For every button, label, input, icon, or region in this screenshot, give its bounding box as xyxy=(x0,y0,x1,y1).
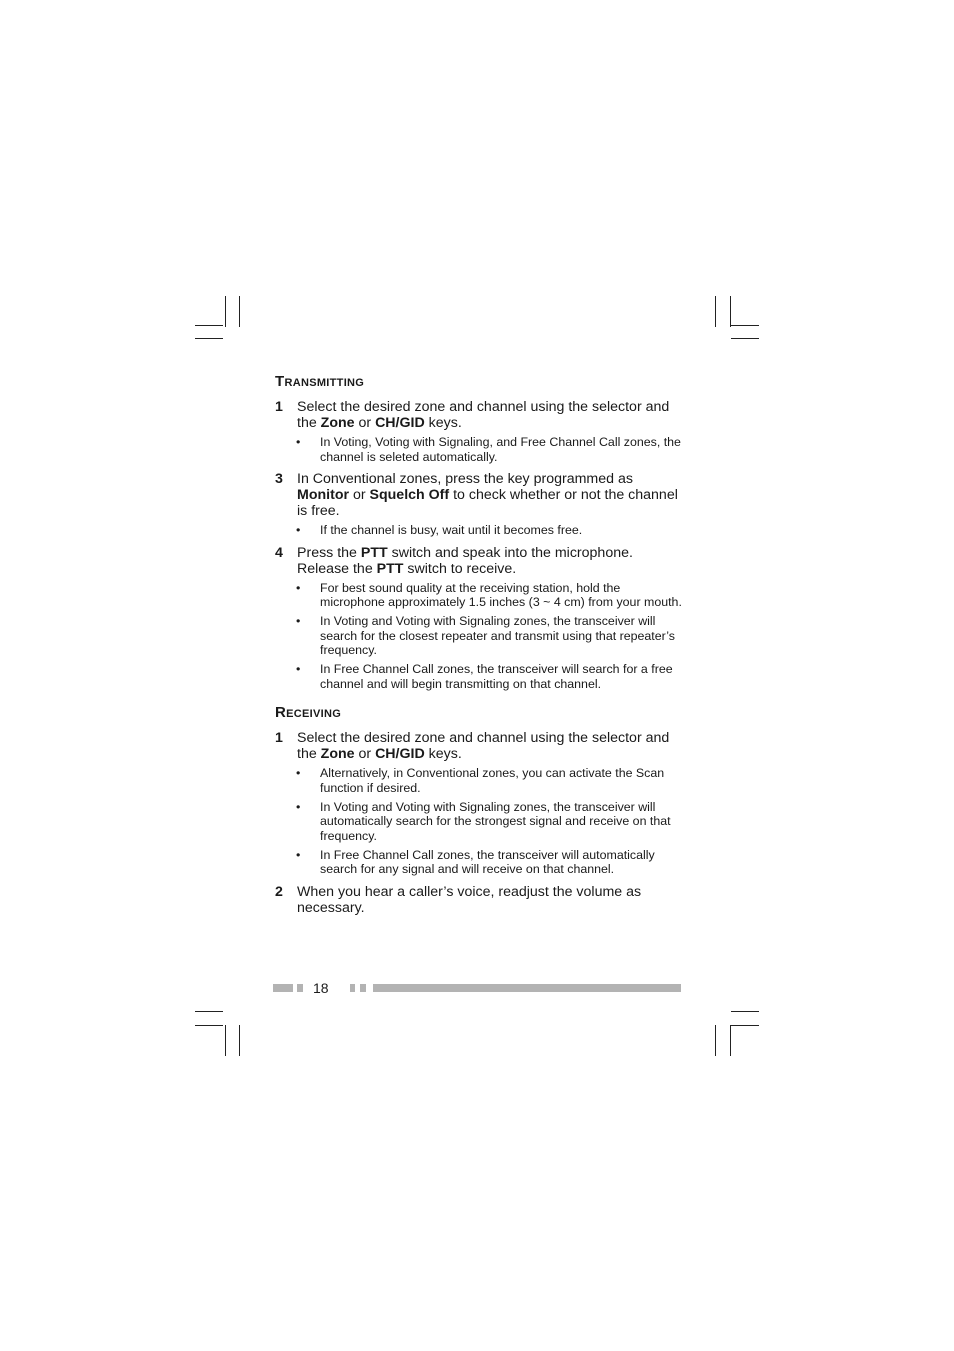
bullet-text: In Free Channel Call zones, the transceiver will search for a free channel and will begin transmitting on that channel. xyxy=(320,662,673,691)
step-text-run: to check whether or not the channel is free. xyxy=(297,487,678,519)
step-number: 1 xyxy=(275,730,283,746)
bullet-item xyxy=(275,800,685,844)
crop-mark xyxy=(195,325,223,326)
bullet-list xyxy=(275,766,685,877)
bullet-list xyxy=(275,523,685,538)
page-footer xyxy=(273,980,681,996)
step-item xyxy=(275,471,685,519)
step-text-run: or xyxy=(354,746,376,762)
bullet-item xyxy=(275,848,685,877)
bullet-item xyxy=(275,662,685,691)
footer-bar-segment xyxy=(350,984,355,992)
step-text-run: or xyxy=(349,487,370,503)
section-heading: Receiving xyxy=(275,704,342,721)
bullet-dot-icon: • xyxy=(296,662,301,676)
crop-mark xyxy=(715,1025,716,1056)
step-number: 1 xyxy=(275,399,283,415)
key-name: PTT xyxy=(376,560,404,577)
crop-mark xyxy=(730,1025,731,1056)
footer-bar-segment xyxy=(273,984,293,992)
step-text-run: switch and speak into the microphone. Release the xyxy=(297,544,633,577)
step-text xyxy=(297,884,641,916)
bullet-item xyxy=(275,766,685,795)
crop-mark xyxy=(225,1025,226,1056)
footer-bar-segment xyxy=(373,984,681,992)
footer-bar-segment xyxy=(360,984,366,992)
crop-mark xyxy=(731,1025,759,1026)
bullet-dot-icon: • xyxy=(296,766,301,780)
step-text-run: In Conventional zones, press the key programmed as xyxy=(297,471,633,487)
step-item xyxy=(275,730,685,762)
bullet-dot-icon: • xyxy=(296,847,301,862)
step-text xyxy=(297,471,678,519)
step-text-run: When you hear a caller’s voice, readjust the volume as necessary. xyxy=(297,883,642,916)
crop-mark xyxy=(195,338,223,339)
step-text-run: Select the desired zone and channel using the selector and the xyxy=(297,730,670,762)
bullet-text: In Voting and Voting with Signaling zones, the transceiver will automatically search for the strongest signal and receive on that frequency. xyxy=(320,799,671,843)
crop-mark xyxy=(731,325,759,326)
step-item xyxy=(275,884,685,916)
crop-mark xyxy=(195,1011,223,1012)
step-item xyxy=(275,399,685,431)
bullet-dot-icon: • xyxy=(296,799,301,814)
step-number: 4 xyxy=(275,544,283,561)
key-name: CH/GID xyxy=(375,746,425,762)
bullet-list xyxy=(275,435,685,464)
crop-mark xyxy=(225,296,226,327)
bullet-dot-icon: • xyxy=(296,614,301,628)
bullet-text: For best sound quality at the receiving station, hold the microphone approximately 1.5 inches (3 ~ 4 cm) from your mouth. xyxy=(320,580,682,609)
key-name: Monitor xyxy=(297,487,350,503)
bullet-item xyxy=(275,614,685,658)
key-name: Zone xyxy=(320,415,355,431)
bullet-dot-icon: • xyxy=(296,580,301,595)
step-item xyxy=(275,545,685,577)
key-name: Zone xyxy=(320,746,355,762)
key-name: Squelch Off xyxy=(369,487,450,503)
bullet-text: In Free Channel Call zones, the transceiver will automatically search for any signal and will receive on that channel. xyxy=(320,847,655,876)
crop-mark xyxy=(731,338,759,339)
bullet-item xyxy=(275,523,685,538)
step-text-run: Press the xyxy=(297,544,361,561)
crop-mark xyxy=(715,296,716,327)
bullet-text: In Voting and Voting with Signaling zones, the transceiver will search for the closest repeater and transmit using that repeater’s frequency. xyxy=(320,614,675,657)
page-number: 18 xyxy=(313,980,329,996)
step-text-run: or xyxy=(354,415,376,431)
bullet-text: In Voting, Voting with Signaling, and Free Channel Call zones, the channel is seleted automatically. xyxy=(320,435,681,464)
crop-mark xyxy=(731,1011,759,1012)
crop-mark xyxy=(195,1025,223,1026)
bullet-list xyxy=(275,581,685,692)
step-text-run: keys. xyxy=(424,746,462,762)
bullet-item xyxy=(275,435,685,464)
crop-mark xyxy=(239,296,240,327)
step-text xyxy=(297,730,669,762)
section-heading: Transmitting xyxy=(275,373,365,390)
footer-bar-segment xyxy=(297,984,303,992)
step-text-run: switch to receive. xyxy=(403,560,517,577)
crop-mark xyxy=(730,296,731,327)
step-text xyxy=(297,399,669,431)
key-name: CH/GID xyxy=(375,415,425,431)
bullet-text: If the channel is busy, wait until it becomes free. xyxy=(320,523,583,537)
step-number: 3 xyxy=(275,471,283,487)
step-text xyxy=(297,545,633,577)
crop-mark xyxy=(239,1025,240,1056)
manual-page-content xyxy=(275,372,685,920)
key-name: PTT xyxy=(360,544,388,561)
bullet-item xyxy=(275,581,685,610)
step-text-run: keys. xyxy=(424,415,462,431)
bullet-dot-icon: • xyxy=(296,435,301,449)
bullet-dot-icon: • xyxy=(296,523,301,537)
step-number: 2 xyxy=(275,883,283,900)
step-text-run: Select the desired zone and channel using the selector and the xyxy=(297,399,670,431)
bullet-text: Alternatively, in Conventional zones, you can activate the Scan function if desired. xyxy=(320,766,665,795)
